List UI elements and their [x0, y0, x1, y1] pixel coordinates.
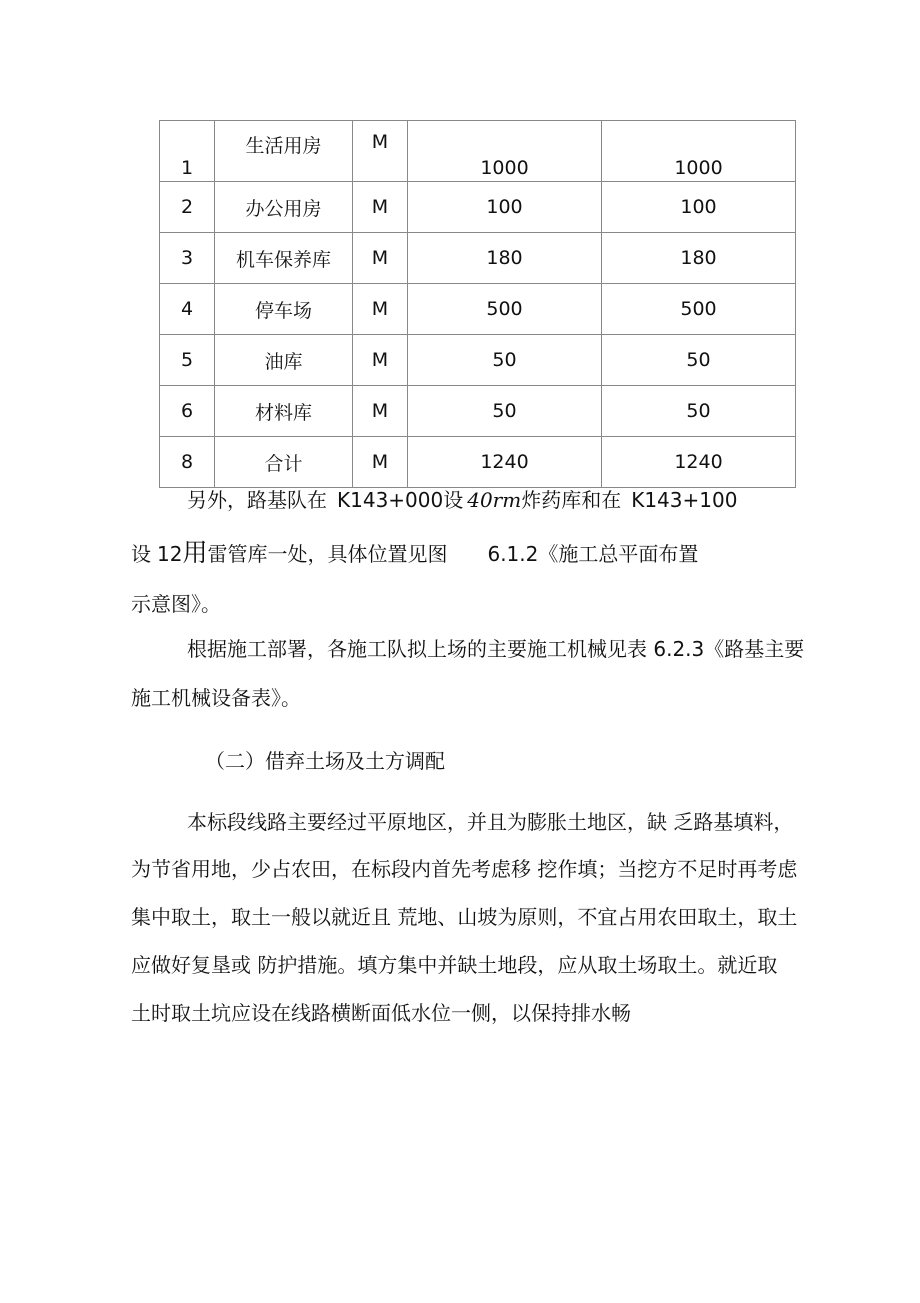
- para-borrow-line-5: 土时取土坑应设在线路横断面低水位一侧，以保持排水畅: [131, 1001, 631, 1025]
- row-number: 2: [160, 182, 215, 233]
- quantity-b: 180: [602, 233, 796, 284]
- quantity-b: 50: [602, 386, 796, 437]
- number: 12: [157, 542, 183, 566]
- chainage-2: K143+100: [631, 488, 738, 512]
- facility-name: 停车场: [215, 284, 353, 335]
- chainage-1: K143+000: [337, 488, 444, 512]
- unit: M: [353, 386, 408, 437]
- table-row: [160, 182, 796, 233]
- unit: M: [353, 335, 408, 386]
- row-number: 3: [160, 233, 215, 284]
- para-machinery-line-2: 施工机械设备表》。: [131, 686, 301, 710]
- quantity-a: 100: [408, 182, 602, 233]
- facility-name: 机车保养库: [215, 233, 353, 284]
- capacity-value: 40rm: [467, 488, 522, 512]
- para-explosive-line-2: [131, 538, 699, 567]
- para-borrow-line-4: 应做好复垦或 防护措施。填方集中并缺土地段，应从取土场取土。就近取: [131, 953, 778, 977]
- quantity-b: 1000: [602, 121, 796, 182]
- quantity-a: 1240: [408, 437, 602, 488]
- text: 设: [443, 488, 464, 512]
- table-row: [160, 437, 796, 488]
- quantity-b: 100: [602, 182, 796, 233]
- unit: M: [353, 182, 408, 233]
- row-number: 1: [160, 121, 215, 182]
- text: 炸药库和在: [521, 488, 622, 512]
- unit: M: [353, 437, 408, 488]
- unit: M: [353, 233, 408, 284]
- unit: M: [353, 121, 408, 182]
- row-number: 5: [160, 335, 215, 386]
- para-borrow-line-1: 本标段线路主要经过平原地区，并且为膨胀土地区，缺 乏路基填料，: [187, 810, 794, 834]
- quantity-a: 180: [408, 233, 602, 284]
- facility-table-body: [160, 121, 796, 488]
- quantity-a: 1000: [408, 121, 602, 182]
- table-row: [160, 233, 796, 284]
- unit: M: [353, 284, 408, 335]
- quantity-a: 500: [408, 284, 602, 335]
- row-number: 6: [160, 386, 215, 437]
- facility-name: 油库: [215, 335, 353, 386]
- para-machinery-line-1: 根据施工部署，各施工队拟上场的主要施工机械见表 6.2.3《路基主要: [187, 637, 805, 661]
- table-row: [160, 335, 796, 386]
- facility-table: [159, 120, 796, 488]
- quantity-b: 500: [602, 284, 796, 335]
- quantity-a: 50: [408, 335, 602, 386]
- text: 设: [131, 542, 151, 566]
- text: 用: [182, 538, 208, 567]
- quantity-b: 50: [602, 335, 796, 386]
- quantity-b: 1240: [602, 437, 796, 488]
- para-borrow-line-3: 集中取土，取土一般以就近且 荒地、山坡为原则，不宜占用农田取土，取土: [131, 905, 798, 929]
- text: 雷管库一处，具体位置见图: [207, 542, 448, 566]
- para-explosive-line-3: 示意图》。: [131, 592, 221, 616]
- text: 另外，路基队在: [187, 488, 327, 512]
- row-number: 8: [160, 437, 215, 488]
- table-row: [160, 121, 796, 182]
- section-heading: （二）借弃土场及土方调配: [205, 749, 445, 773]
- quantity-a: 50: [408, 386, 602, 437]
- facility-name: 材料库: [215, 386, 353, 437]
- para-explosive-line-1: [187, 488, 737, 512]
- facility-name: 合计: [215, 437, 353, 488]
- facility-name: 生活用房: [215, 121, 353, 182]
- table-row: [160, 386, 796, 437]
- figure-ref: 6.1.2《施工总平面布置: [487, 542, 699, 566]
- table-row: [160, 284, 796, 335]
- row-number: 4: [160, 284, 215, 335]
- para-borrow-line-2: 为节省用地，少占农田，在标段内首先考虑移 挖作填；当挖方不足时再考虑: [131, 857, 798, 881]
- facility-name: 办公用房: [215, 182, 353, 233]
